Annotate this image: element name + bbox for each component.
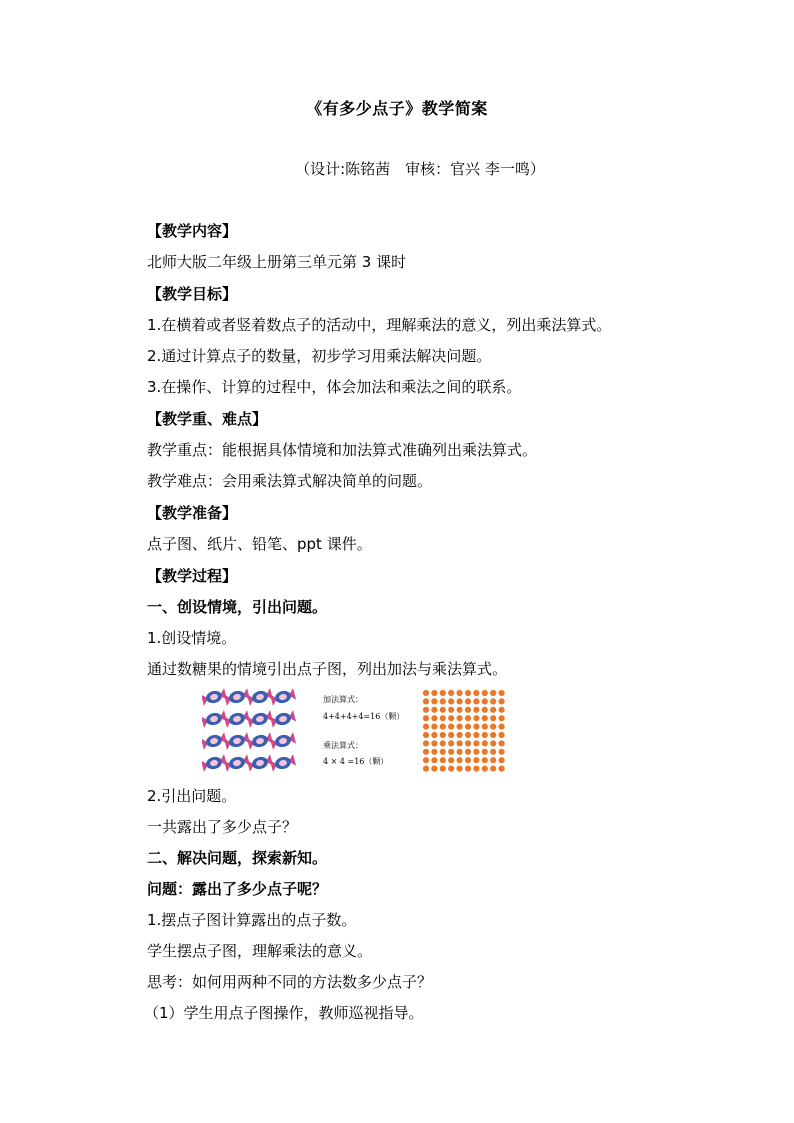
goal-3: 3.在操作、计算的过程中，体会加法和乘法之间的联系。: [147, 378, 522, 396]
grid-dot: [440, 707, 446, 713]
grid-dot: [473, 749, 479, 755]
grid-dot: [482, 707, 488, 713]
grid-dot: [465, 732, 471, 738]
grid-dot: [490, 707, 496, 713]
grid-dot: [490, 724, 496, 730]
grid-dot: [490, 698, 496, 704]
grid-dot: [440, 724, 446, 730]
grid-dot: [423, 766, 429, 772]
grid-dot: [431, 732, 437, 738]
grid-dot: [457, 766, 463, 772]
grid-dot: [499, 715, 505, 721]
grid-dot: [457, 757, 463, 763]
grid-dot: [490, 740, 496, 746]
grid-dot: [423, 732, 429, 738]
grid-dot: [440, 766, 446, 772]
grid-dot: [448, 740, 454, 746]
grid-dot: [423, 707, 429, 713]
grid-dot: [473, 707, 479, 713]
grid-dot: [457, 732, 463, 738]
candy-icon: [270, 732, 296, 750]
multiplication-expression: 4 × 4 =16（颗）: [323, 757, 389, 766]
grid-dot: [448, 698, 454, 704]
addition-label: 加法算式：: [323, 695, 363, 704]
grid-dot: [431, 757, 437, 763]
grid-dot: [457, 715, 463, 721]
grid-dot: [431, 740, 437, 746]
grid-dot: [431, 749, 437, 755]
grid-dot: [473, 715, 479, 721]
grid-dot: [440, 749, 446, 755]
grid-dot: [431, 715, 437, 721]
goal-1: 1.在横着或者竖着数点子的活动中，理解乘法的意义，列出乘法算式。: [147, 316, 612, 334]
grid-dot: [473, 690, 479, 696]
grid-dot: [448, 732, 454, 738]
document-title: 《有多少点子》教学简案: [306, 99, 488, 118]
candy-icon: [247, 754, 273, 772]
grid-dot: [499, 740, 505, 746]
grid-dot: [448, 707, 454, 713]
grid-dot: [465, 707, 471, 713]
grid-dot: [490, 757, 496, 763]
grid-dot: [440, 715, 446, 721]
grid-dot: [482, 732, 488, 738]
multiplication-label: 乘法算式：: [323, 741, 363, 750]
grid-dot: [499, 749, 505, 755]
section-2-step-1: 1.摆点子图计算露出的点子数。: [147, 911, 357, 929]
grid-dot: [440, 690, 446, 696]
grid-dot: [482, 690, 488, 696]
preparation-text: 点子图、纸片、铅笔、ppt 课件。: [147, 535, 372, 553]
heading-key-points: 【教学重、难点】: [147, 410, 268, 428]
grid-dot: [499, 707, 505, 713]
key-point: 教学重点：能根据具体情境和加法算式准确列出乘法算式。: [147, 441, 538, 459]
grid-dot: [465, 698, 471, 704]
grid-dot: [499, 690, 505, 696]
grid-dot: [499, 698, 505, 704]
grid-dot: [490, 749, 496, 755]
candy-icon: [247, 732, 273, 750]
section-1-title: 一、创设情境，引出问题。: [147, 598, 328, 616]
grid-dot: [448, 757, 454, 763]
grid-dot: [431, 698, 437, 704]
grid-dot: [490, 690, 496, 696]
grid-dot: [465, 740, 471, 746]
grid-dot: [473, 732, 479, 738]
grid-dot: [499, 766, 505, 772]
grid-dot: [490, 766, 496, 772]
candy-icon: [202, 710, 227, 728]
section-1-step-1-text: 通过数糖果的情境引出点子图，列出加法与乘法算式。: [147, 660, 508, 678]
grid-dot: [448, 724, 454, 730]
grid-dot: [440, 732, 446, 738]
grid-dot: [499, 757, 505, 763]
grid-dot: [473, 724, 479, 730]
activity-step-1: （1）学生用点子图操作，教师巡视指导。: [144, 1004, 424, 1022]
candy-icon: [224, 754, 250, 772]
dot-grid-image: [422, 689, 506, 773]
grid-dot: [482, 724, 488, 730]
content-text: 北师大版二年级上册第三单元第 3 课时: [147, 253, 407, 271]
grid-dot: [448, 766, 454, 772]
grid-dot: [473, 757, 479, 763]
grid-dot: [423, 715, 429, 721]
section-2-step-1-text: 学生摆点子图，理解乘法的意义。: [147, 942, 373, 960]
grid-dot: [482, 749, 488, 755]
grid-dot: [457, 724, 463, 730]
candy-grid-image: [202, 686, 302, 776]
grid-dot: [499, 724, 505, 730]
grid-dot: [423, 740, 429, 746]
grid-dot: [482, 766, 488, 772]
grid-dot: [440, 757, 446, 763]
grid-dot: [465, 724, 471, 730]
difficult-point: 教学难点：会用乘法算式解决简单的问题。: [147, 472, 433, 490]
candy-icon: [202, 688, 227, 706]
candy-icon: [202, 754, 227, 772]
section-1-step-1: 1.创设情境。: [147, 629, 237, 647]
grid-dot: [465, 749, 471, 755]
grid-dot: [423, 757, 429, 763]
heading-goals: 【教学目标】: [147, 285, 238, 303]
grid-dot: [465, 757, 471, 763]
grid-dot: [457, 707, 463, 713]
section-1-step-2-text: 一共露出了多少点子？: [147, 818, 298, 836]
grid-dot: [431, 724, 437, 730]
candy-icon: [270, 688, 296, 706]
grid-dot: [482, 740, 488, 746]
goal-2: 2.通过计算点子的数量，初步学习用乘法解决问题。: [147, 347, 492, 365]
section-2-title: 二、解决问题，探索新知。: [147, 849, 328, 867]
grid-dot: [457, 740, 463, 746]
grid-dot: [473, 740, 479, 746]
candy-icon: [224, 688, 250, 706]
grid-dot: [423, 749, 429, 755]
grid-dot: [499, 732, 505, 738]
grid-dot: [448, 715, 454, 721]
heading-preparation: 【教学准备】: [147, 504, 238, 522]
grid-dot: [482, 698, 488, 704]
grid-dot: [431, 707, 437, 713]
candy-icon: [270, 710, 296, 728]
grid-dot: [490, 715, 496, 721]
candy-dot-figure: [202, 686, 506, 776]
grid-dot: [440, 698, 446, 704]
credits-line: （设计:陈铭茜 审核：官兴 李一鸣）: [295, 160, 545, 178]
grid-dot: [423, 698, 429, 704]
heading-content: 【教学内容】: [147, 222, 238, 240]
candy-icon: [270, 754, 296, 772]
candy-icon: [224, 710, 250, 728]
grid-dot: [482, 715, 488, 721]
grid-dot: [457, 698, 463, 704]
section-2-question: 问题：露出了多少点子呢？: [147, 880, 328, 898]
grid-dot: [423, 724, 429, 730]
grid-dot: [423, 690, 429, 696]
grid-dot: [465, 715, 471, 721]
candy-icon: [224, 732, 250, 750]
grid-dot: [457, 749, 463, 755]
candy-icon: [202, 732, 227, 750]
candy-icon: [247, 688, 273, 706]
grid-dot: [431, 690, 437, 696]
grid-dot: [473, 698, 479, 704]
section-1-step-2: 2.引出问题。: [147, 787, 237, 805]
grid-dot: [448, 749, 454, 755]
grid-dot: [465, 766, 471, 772]
grid-dot: [473, 766, 479, 772]
grid-dot: [482, 757, 488, 763]
grid-dot: [465, 690, 471, 696]
grid-dot: [490, 732, 496, 738]
grid-dot: [457, 690, 463, 696]
grid-dot: [448, 690, 454, 696]
candy-icon: [247, 710, 273, 728]
think-question: 思考：如何用两种不同的方法数多少点子？: [147, 973, 433, 991]
heading-process: 【教学过程】: [147, 567, 238, 585]
addition-expression: 4+4+4+4=16（颗）: [323, 712, 405, 721]
grid-dot: [440, 740, 446, 746]
grid-dot: [431, 766, 437, 772]
